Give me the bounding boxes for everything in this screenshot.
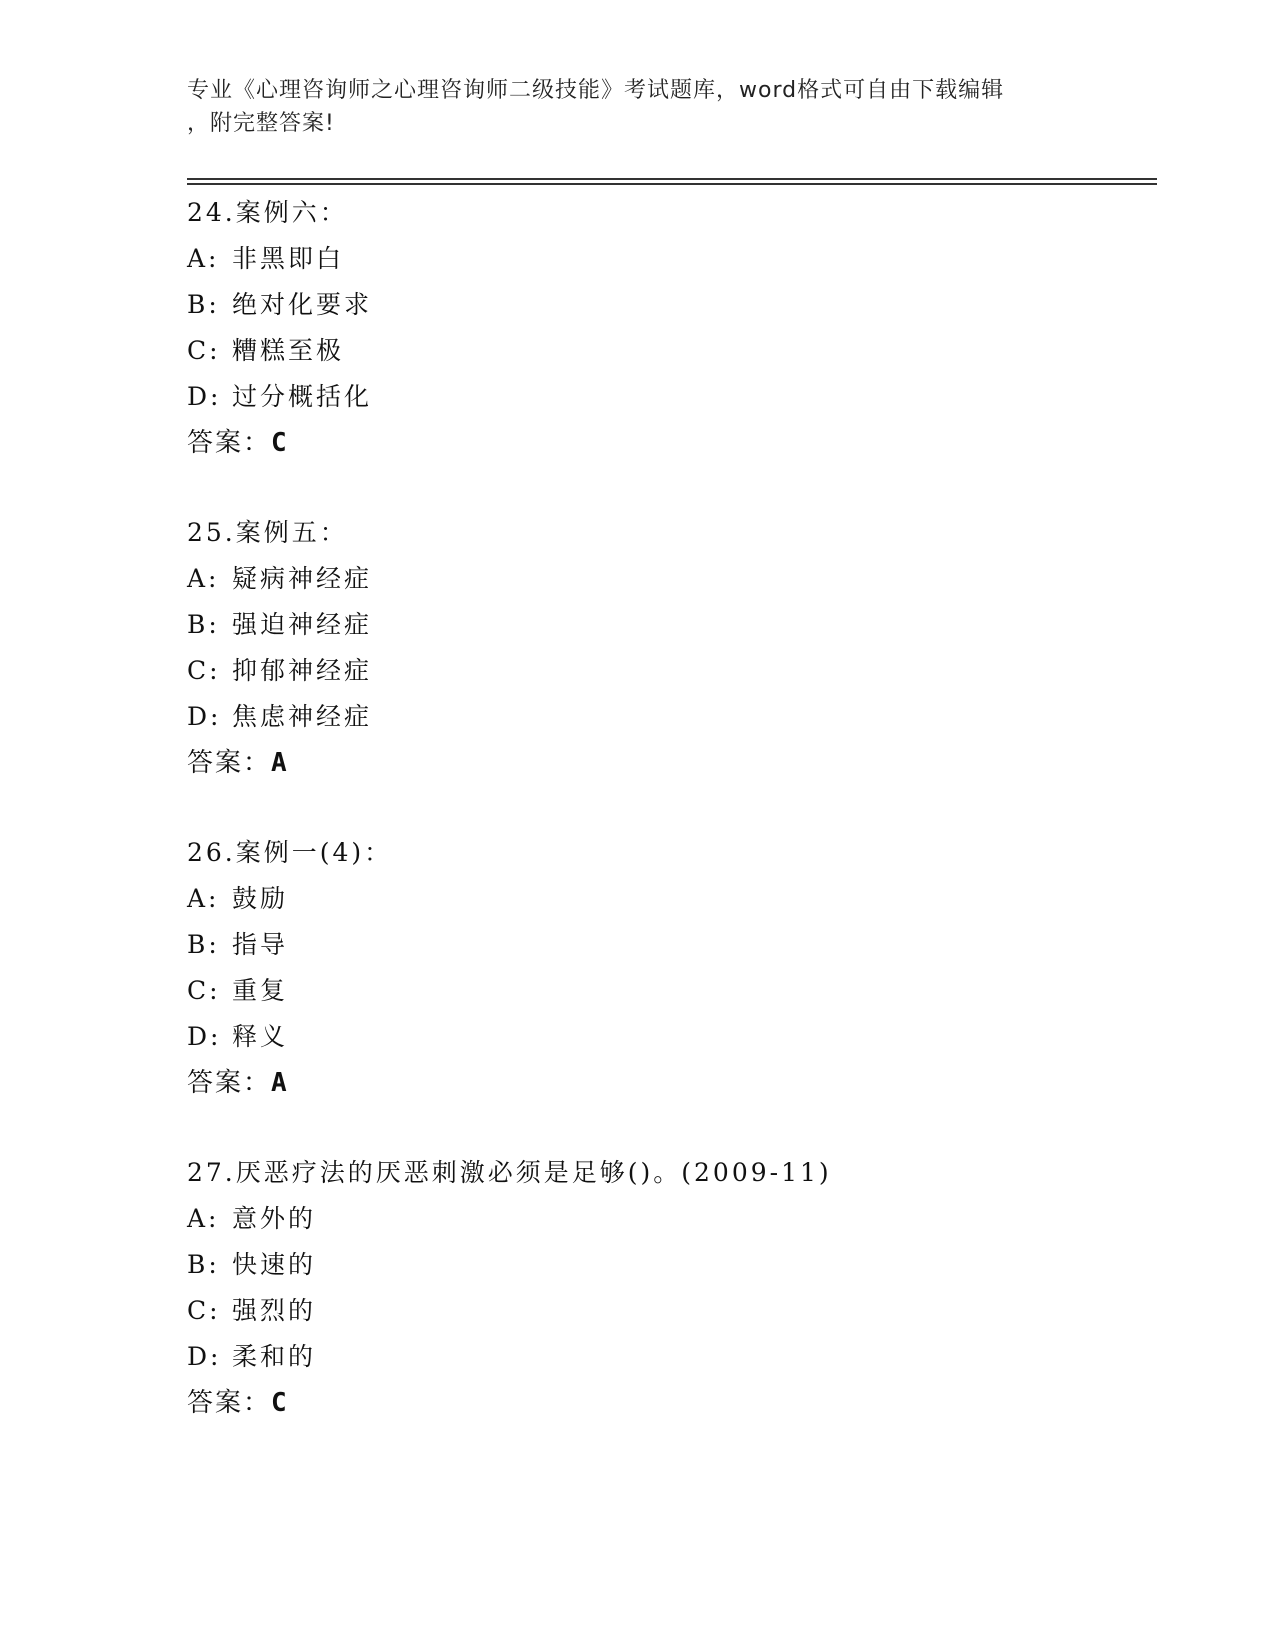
answer-line — [187, 1060, 1147, 1106]
question-item — [187, 1150, 1147, 1426]
answer-line — [187, 1380, 1147, 1426]
option-b — [187, 1242, 1147, 1288]
option-letter: B: — [187, 610, 220, 639]
option-d — [187, 694, 1147, 740]
answer-line — [187, 740, 1147, 786]
option-letter: D: — [187, 702, 222, 731]
answer-label: 答案： — [187, 1068, 272, 1098]
question-item — [187, 510, 1147, 786]
header-subtitle-line: ，附完整答案! — [187, 111, 335, 136]
option-a — [187, 876, 1147, 922]
option-c — [187, 648, 1147, 694]
option-d — [187, 1014, 1147, 1060]
option-text: 重复 — [232, 976, 289, 1005]
document-header — [187, 74, 1087, 140]
option-letter: B: — [187, 290, 220, 319]
option-letter: C: — [187, 976, 221, 1005]
option-text: 意外的 — [232, 1204, 317, 1233]
option-text: 鼓励 — [232, 884, 289, 913]
option-d — [187, 374, 1147, 420]
option-letter: B: — [187, 1250, 220, 1279]
answer-value: A — [271, 1068, 289, 1098]
header-divider-top — [187, 178, 1157, 180]
option-text: 快速的 — [232, 1250, 317, 1279]
option-b — [187, 282, 1147, 328]
option-a — [187, 1196, 1147, 1242]
answer-label: 答案： — [187, 748, 272, 778]
option-a — [187, 236, 1147, 282]
option-text: 释义 — [232, 1022, 289, 1051]
option-text: 指导 — [232, 930, 289, 959]
option-letter: D: — [187, 1022, 222, 1051]
question-stem: 27.厌恶疗法的厌恶刺激必须是足够()。(2009-11) — [187, 1158, 832, 1187]
option-c — [187, 1288, 1147, 1334]
option-letter: D: — [187, 382, 222, 411]
option-letter: A: — [187, 564, 220, 593]
question-item — [187, 190, 1147, 466]
question-stem: 26.案例一(4)： — [187, 838, 393, 867]
option-c — [187, 968, 1147, 1014]
option-text: 抑郁神经症 — [232, 656, 373, 685]
answer-line — [187, 420, 1147, 466]
option-letter: D: — [187, 1342, 222, 1371]
answer-value: A — [271, 748, 289, 778]
option-a — [187, 556, 1147, 602]
option-letter: A: — [187, 884, 220, 913]
question-stem: 25.案例五： — [187, 518, 348, 547]
option-text: 过分概括化 — [232, 382, 373, 411]
option-b — [187, 602, 1147, 648]
header-divider-bottom — [187, 183, 1157, 185]
question-stem: 24.案例六： — [187, 198, 348, 227]
answer-value: C — [271, 1388, 289, 1418]
option-text: 柔和的 — [232, 1342, 317, 1371]
option-text: 糟糕至极 — [232, 336, 345, 365]
option-letter: C: — [187, 336, 221, 365]
answer-value: C — [271, 428, 289, 458]
option-d — [187, 1334, 1147, 1380]
option-text: 强烈的 — [232, 1296, 317, 1325]
question-item — [187, 830, 1147, 1106]
option-b — [187, 922, 1147, 968]
option-letter: A: — [187, 244, 220, 273]
option-letter: A: — [187, 1204, 220, 1233]
option-letter: C: — [187, 1296, 221, 1325]
option-c — [187, 328, 1147, 374]
option-text: 疑病神经症 — [232, 564, 373, 593]
answer-label: 答案： — [187, 428, 272, 458]
option-text: 非黑即白 — [232, 244, 345, 273]
header-title-line: 专业《心理咨询师之心理咨询师二级技能》考试题库，word格式可自由下载编辑 — [187, 78, 1005, 103]
option-letter: C: — [187, 656, 221, 685]
option-text: 强迫神经症 — [232, 610, 373, 639]
option-text: 焦虑神经症 — [232, 702, 373, 731]
option-letter: B: — [187, 930, 220, 959]
question-list — [187, 190, 1147, 1470]
answer-label: 答案： — [187, 1388, 272, 1418]
option-text: 绝对化要求 — [232, 290, 373, 319]
